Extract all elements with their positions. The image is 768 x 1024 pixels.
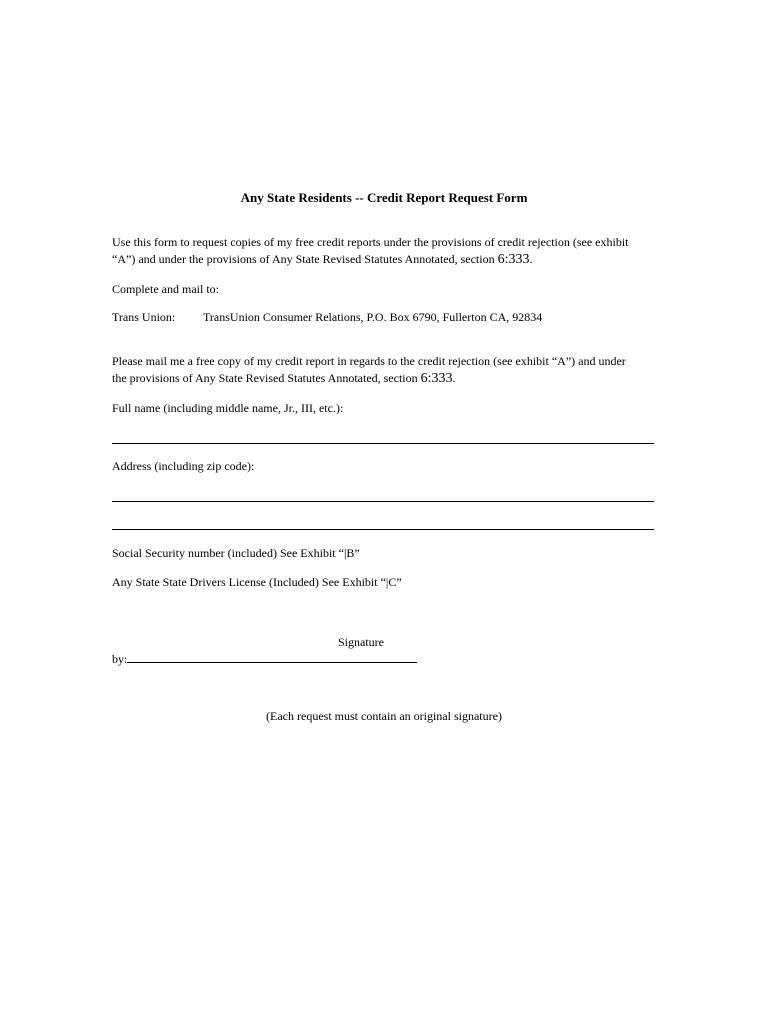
intro-line-2-end: .: [529, 252, 533, 266]
recipient-address: TransUnion Consumer Relations, P.O. Box 6790, Fullerton CA, 92834: [203, 310, 543, 324]
request-line-2-text: the provisions of Any State Revised Statutes Annotated, section: [112, 371, 421, 385]
request-line-2-end: .: [452, 371, 456, 385]
mail-instruction: Complete and mail to:: [112, 282, 219, 296]
signature-by-label: by:: [112, 652, 128, 666]
ssn-enclosure: Social Security number (included) See Exhibit “|B”: [112, 546, 360, 560]
intro-paragraph: [112, 234, 672, 268]
request-line-2: [112, 370, 672, 387]
signature-line[interactable]: [127, 650, 417, 663]
form-title: Any State Residents -- Credit Report Request Form: [240, 190, 528, 205]
signature-label: Signature: [338, 635, 384, 649]
intro-line-1: Use this form to request copies of my free credit reports under the provisions of credit rejection (see exhibit: [112, 235, 629, 249]
recipient-label: Trans Union:: [112, 310, 176, 324]
license-enclosure: Any State State Drivers License (Included) See Exhibit “|C”: [112, 575, 402, 589]
request-paragraph: [112, 353, 672, 387]
signature-row: [112, 650, 417, 668]
address-line-2[interactable]: [112, 529, 654, 530]
intro-section-number: 6:333: [497, 252, 530, 267]
request-line-1: Please mail me a free copy of my credit report in regards to the credit rejection (see exhibit “A”) and under: [112, 354, 626, 368]
signature-note: (Each request must contain an original signature): [266, 709, 502, 723]
intro-line-2-text: “A”) and under the provisions of Any State Revised Statutes Annotated, section: [112, 252, 498, 266]
full-name-label: Full name (including middle name, Jr., III, etc.):: [112, 401, 344, 415]
intro-line-2: [112, 251, 672, 268]
address-line-1[interactable]: [112, 501, 654, 502]
request-section-number: 6:333: [420, 371, 453, 386]
address-label: Address (including zip code):: [112, 459, 255, 473]
full-name-line[interactable]: [112, 443, 654, 444]
